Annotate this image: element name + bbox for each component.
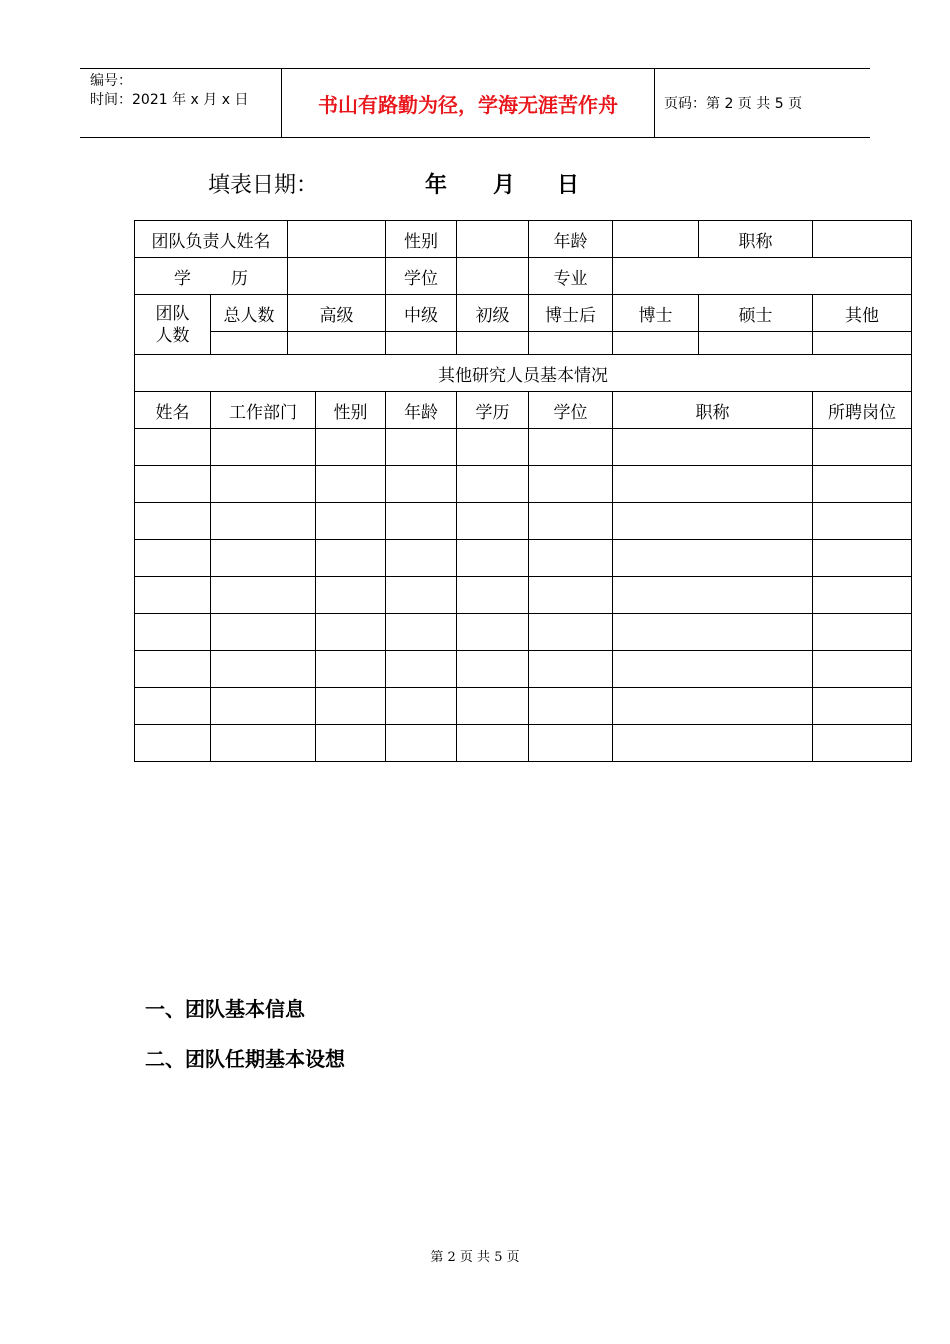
- degree-label: 学位: [386, 258, 457, 295]
- table-cell[interactable]: [457, 725, 529, 762]
- table-cell[interactable]: [457, 651, 529, 688]
- table-cell[interactable]: [211, 429, 316, 466]
- table-cell[interactable]: [613, 577, 813, 614]
- fill-date-label: 填表日期：: [208, 173, 319, 198]
- table-cell[interactable]: [813, 540, 912, 577]
- fill-date: [208, 168, 580, 199]
- fill-date-ymd: [425, 168, 579, 199]
- table-cell[interactable]: [316, 577, 386, 614]
- others-col-header: 性别: [316, 392, 386, 429]
- table-cell[interactable]: [386, 725, 457, 762]
- table-row: [135, 688, 912, 725]
- table-cell[interactable]: [813, 577, 912, 614]
- table-cell[interactable]: [316, 725, 386, 762]
- table-row: [135, 651, 912, 688]
- education-label: 学 历: [135, 258, 288, 295]
- others-body: [135, 429, 912, 762]
- major-label: 专业: [529, 258, 613, 295]
- table-cell[interactable]: [457, 429, 529, 466]
- number-label: 编号：: [90, 73, 132, 89]
- table-cell[interactable]: [457, 614, 529, 651]
- team-count-col: 其他: [813, 295, 912, 332]
- table-cell[interactable]: [813, 429, 912, 466]
- others-col-header: 学历: [457, 392, 529, 429]
- title-label: 职称: [699, 221, 813, 258]
- section-heading-2: 二、团队任期基本设想: [145, 1047, 345, 1071]
- team-count-col: 博士后: [529, 295, 613, 332]
- others-col-header: 姓名: [135, 392, 211, 429]
- table-cell[interactable]: [613, 614, 813, 651]
- table-cell[interactable]: [211, 540, 316, 577]
- table-cell[interactable]: [211, 725, 316, 762]
- degree-value[interactable]: [457, 258, 529, 295]
- table-cell[interactable]: [316, 651, 386, 688]
- table-cell[interactable]: [135, 429, 211, 466]
- fill-date-year: 年: [425, 173, 448, 198]
- table-cell[interactable]: [613, 466, 813, 503]
- table-cell[interactable]: [613, 429, 813, 466]
- page-footer: 第 2 页 共 5 页: [430, 1250, 520, 1265]
- others-col-header: 工作部门: [211, 392, 316, 429]
- table-cell[interactable]: [135, 614, 211, 651]
- table-cell[interactable]: [457, 688, 529, 725]
- team-count-value[interactable]: [386, 332, 457, 355]
- header-meta: [80, 69, 280, 137]
- table-cell[interactable]: [613, 725, 813, 762]
- fill-date-month: 月: [493, 173, 516, 198]
- team-count-value[interactable]: [613, 332, 699, 355]
- table-cell[interactable]: [386, 688, 457, 725]
- age-value[interactable]: [613, 221, 699, 258]
- table-cell[interactable]: [135, 725, 211, 762]
- team-count-value[interactable]: [699, 332, 813, 355]
- team-count-value[interactable]: [529, 332, 613, 355]
- age-label: 年龄: [529, 221, 613, 258]
- table-cell[interactable]: [613, 651, 813, 688]
- table-cell[interactable]: [211, 503, 316, 540]
- others-title: 其他研究人员基本情况: [135, 355, 912, 392]
- table-cell[interactable]: [316, 429, 386, 466]
- table-cell[interactable]: [135, 466, 211, 503]
- team-count-col: 高级: [288, 295, 386, 332]
- leader-name-value[interactable]: [288, 221, 386, 258]
- table-cell[interactable]: [813, 651, 912, 688]
- table-cell[interactable]: [135, 688, 211, 725]
- table-row: [135, 429, 912, 466]
- page-header: [80, 68, 870, 138]
- time-label: 时间：2021 年 x 月 x 日: [90, 92, 249, 108]
- table-cell[interactable]: [813, 503, 912, 540]
- table-cell[interactable]: [211, 577, 316, 614]
- others-col-header: 年龄: [386, 392, 457, 429]
- table-cell[interactable]: [386, 614, 457, 651]
- table-cell[interactable]: [135, 651, 211, 688]
- table-cell[interactable]: [386, 540, 457, 577]
- table-cell[interactable]: [457, 577, 529, 614]
- table-cell[interactable]: [211, 614, 316, 651]
- table-cell[interactable]: [529, 466, 613, 503]
- table-cell[interactable]: [457, 503, 529, 540]
- header-motto: 书山有路勤为径，学海无涯苦作舟: [281, 69, 655, 137]
- table-cell[interactable]: [135, 540, 211, 577]
- table-cell[interactable]: [457, 540, 529, 577]
- table-cell[interactable]: [613, 688, 813, 725]
- others-col-header: 学位: [529, 392, 613, 429]
- table-cell[interactable]: [613, 503, 813, 540]
- table-cell[interactable]: [457, 466, 529, 503]
- major-value[interactable]: [613, 258, 912, 295]
- table-cell[interactable]: [529, 651, 613, 688]
- table-cell[interactable]: [135, 503, 211, 540]
- leader-name-label: 团队负责人姓名: [135, 221, 288, 258]
- table-cell[interactable]: [613, 540, 813, 577]
- table-cell[interactable]: [529, 429, 613, 466]
- table-row: [135, 466, 912, 503]
- table-row: [135, 725, 912, 762]
- team-count-col: 博士: [613, 295, 699, 332]
- table-cell[interactable]: [211, 651, 316, 688]
- team-count-col: 总人数: [211, 295, 288, 332]
- gender-label: 性别: [386, 221, 457, 258]
- table-cell[interactable]: [316, 688, 386, 725]
- table-cell[interactable]: [813, 725, 912, 762]
- team-info-table: [134, 220, 912, 762]
- table-cell[interactable]: [386, 577, 457, 614]
- table-cell[interactable]: [529, 540, 613, 577]
- table-row: [135, 540, 912, 577]
- others-col-header: 职称: [613, 392, 813, 429]
- table-cell[interactable]: [316, 614, 386, 651]
- table-cell[interactable]: [386, 429, 457, 466]
- table-cell[interactable]: [529, 503, 613, 540]
- education-value[interactable]: [288, 258, 386, 295]
- table-cell[interactable]: [813, 614, 912, 651]
- team-count-value[interactable]: [457, 332, 529, 355]
- table-cell[interactable]: [316, 540, 386, 577]
- team-count-value[interactable]: [211, 332, 288, 355]
- table-cell[interactable]: [386, 466, 457, 503]
- table-row: [135, 503, 912, 540]
- team-count-col: 硕士: [699, 295, 813, 332]
- table-cell[interactable]: [529, 688, 613, 725]
- table-cell[interactable]: [813, 688, 912, 725]
- table-cell[interactable]: [386, 503, 457, 540]
- table-cell[interactable]: [529, 725, 613, 762]
- table-cell[interactable]: [211, 466, 316, 503]
- team-count-col: 中级: [386, 295, 457, 332]
- others-col-header: 所聘岗位: [813, 392, 912, 429]
- team-count-value[interactable]: [813, 332, 912, 355]
- table-cell[interactable]: [211, 688, 316, 725]
- table-cell[interactable]: [386, 651, 457, 688]
- title-value[interactable]: [813, 221, 912, 258]
- table-cell[interactable]: [529, 577, 613, 614]
- table-cell[interactable]: [316, 466, 386, 503]
- section-heading-1: 一、团队基本信息: [145, 997, 305, 1021]
- team-count-value[interactable]: [288, 332, 386, 355]
- team-count-col: 初级: [457, 295, 529, 332]
- table-row: [135, 577, 912, 614]
- table-cell[interactable]: [529, 614, 613, 651]
- header-page-info: 页码：第 2 页 共 5 页: [664, 96, 803, 112]
- table-cell[interactable]: [316, 503, 386, 540]
- gender-value[interactable]: [457, 221, 529, 258]
- team-count-label: 团队 人数: [135, 295, 211, 355]
- table-row: [135, 614, 912, 651]
- table-cell[interactable]: [813, 466, 912, 503]
- table-cell[interactable]: [135, 577, 211, 614]
- fill-date-day: 日: [557, 173, 580, 198]
